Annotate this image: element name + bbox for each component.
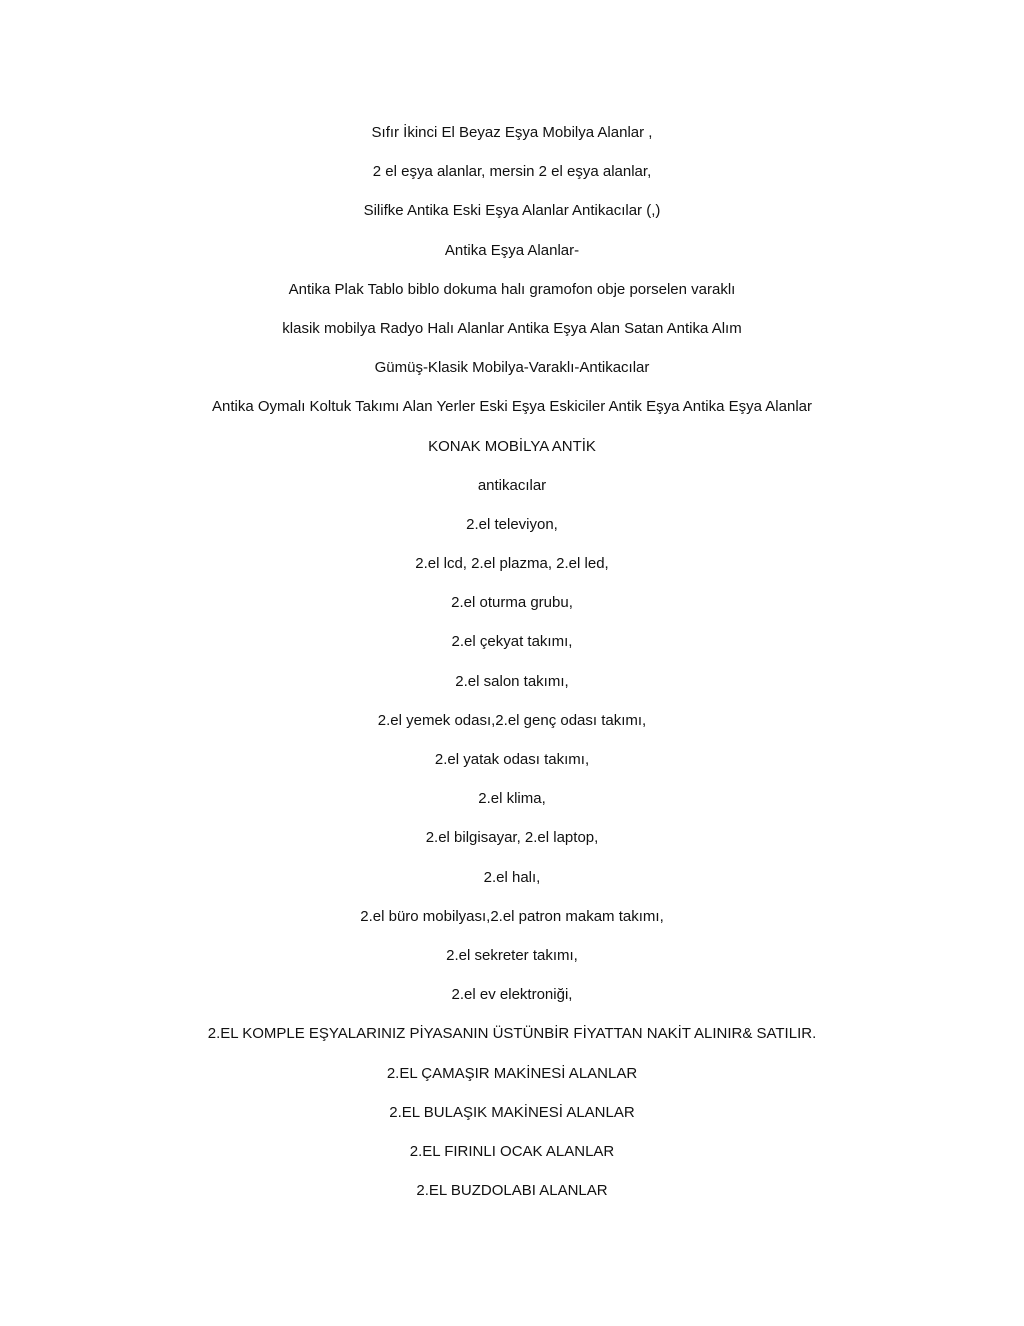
text-line: 2.el halı, xyxy=(483,868,541,886)
text-line: Sıfır İkinci El Beyaz Eşya Mobilya Alanlar , xyxy=(371,124,653,141)
text-line: 2.EL KOMPLE EŞYALARINIZ PİYASANIN ÜSTÜNBİR FİYATTAN NAKİT ALINIR& SATILIR. xyxy=(207,1025,817,1043)
text-line: Gümüş-Klasik Mobilya-Varaklı-Antikacılar xyxy=(374,359,650,377)
text-line: 2.el lcd, 2.el plazma, 2.el led, xyxy=(415,555,609,573)
text-line: 2.el ev elektroniği, xyxy=(451,986,573,1004)
text-line: 2.el çekyat takımı, xyxy=(451,633,573,651)
text-line: 2.EL ÇAMAŞIR MAKİNESİ ALANLAR xyxy=(386,1064,638,1082)
text-line: 2.el sekreter takımı, xyxy=(446,946,578,964)
text-line: 2.el bilgisayar, 2.el laptop, xyxy=(425,829,599,847)
text-line: 2.el klima, xyxy=(478,790,546,808)
text-line: 2.el büro mobilyası,2.el patron makam takımı, xyxy=(360,907,664,925)
text-line: 2.el salon takımı, xyxy=(455,672,569,690)
text-line: Antika Plak Tablo biblo dokuma halı gramofon obje porselen varaklı xyxy=(288,280,736,298)
text-line: 2 el eşya alanlar, mersin 2 el eşya alanlar, xyxy=(372,163,652,181)
text-line: klasik mobilya Radyo Halı Alanlar Antika Eşya Alan Satan Antika Alım xyxy=(282,319,742,337)
text-line: 2.el yatak odası takımı, xyxy=(434,751,590,768)
text-line: Silifke Antika Eski Eşya Alanlar Antikacılar (,) xyxy=(363,202,661,220)
text-line: 2.EL FIRINLI OCAK ALANLAR xyxy=(409,1142,615,1160)
text-line: 2.el yemek odası,2.el genç odası takımı, xyxy=(377,711,647,729)
text-line: Antika Oymalı Koltuk Takımı Alan Yerler Eski Eşya Eskiciler Antik Eşya Antika Eşya Alanlar xyxy=(212,398,812,416)
document-body xyxy=(0,121,1024,1218)
text-line: KONAK MOBİLYA ANTİK xyxy=(428,437,596,455)
text-line: 2.EL BULAŞIK MAKİNESİ ALANLAR xyxy=(389,1103,635,1121)
text-line: 2.el oturma grubu, xyxy=(451,594,573,612)
text-line: 2.EL BUZDOLABI ALANLAR xyxy=(416,1182,608,1200)
text-line: Antika Eşya Alanlar- xyxy=(444,241,580,259)
text-line: antikacılar xyxy=(477,476,547,494)
text-line: 2.el televiyon, xyxy=(466,515,558,533)
